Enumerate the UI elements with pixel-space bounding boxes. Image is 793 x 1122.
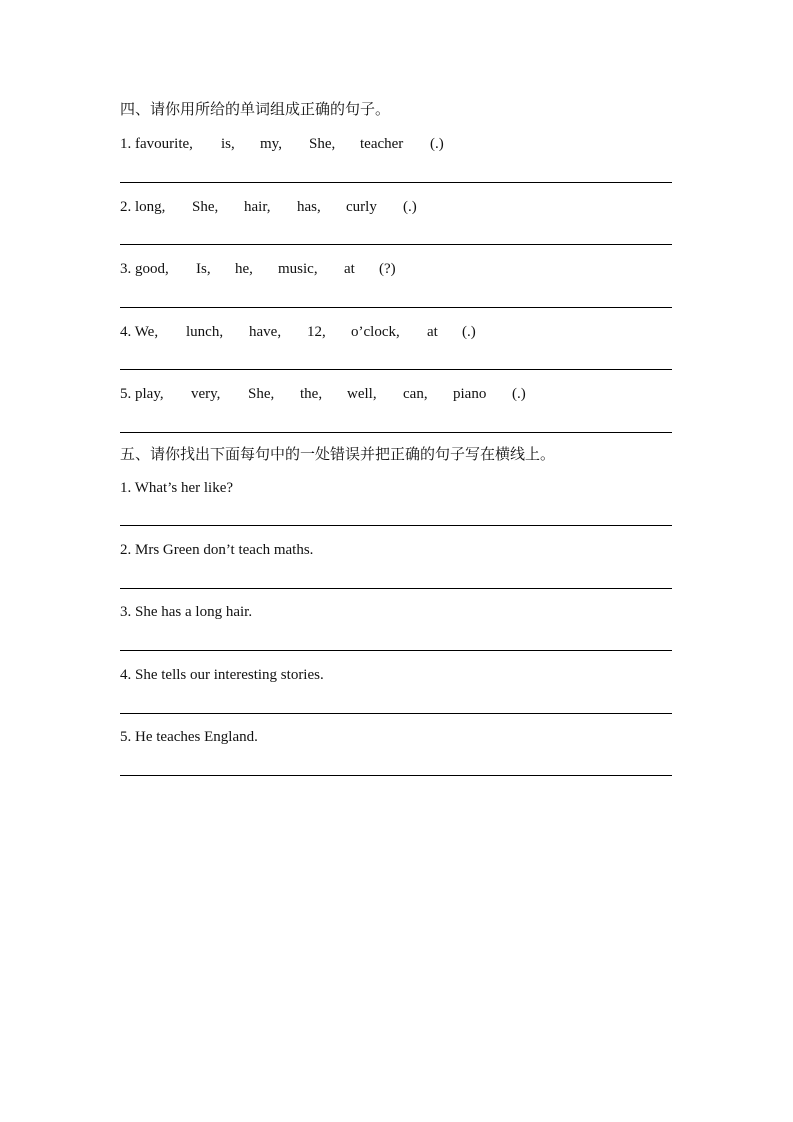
word-token: She,: [248, 386, 275, 402]
s5-question-2: 2. Mrs Green don’t teach maths.: [120, 542, 314, 558]
s5-answer-line-4[interactable]: [120, 713, 672, 714]
word-token: piano: [453, 386, 487, 402]
s4-answer-line-2[interactable]: [120, 244, 672, 245]
word-token: (.): [462, 324, 476, 340]
s5-answer-line-5[interactable]: [120, 775, 672, 776]
word-token: Is,: [196, 261, 211, 277]
word-token: 3. good,: [120, 261, 169, 277]
word-token: hair,: [244, 199, 271, 215]
word-token: have,: [249, 324, 282, 340]
word-token: curly: [346, 199, 377, 215]
word-token: She,: [309, 136, 336, 152]
word-token: 5. play,: [120, 386, 164, 402]
word-token: (.): [430, 136, 444, 152]
word-token: music,: [278, 261, 318, 277]
word-token: She,: [192, 199, 219, 215]
word-token: at: [344, 261, 355, 277]
section-4-heading: 四、请你用所给的单词组成正确的句子。: [120, 102, 391, 118]
s5-question-1: 1. What’s her like?: [120, 480, 234, 496]
word-token: o’clock,: [351, 324, 400, 340]
word-token: (.): [403, 199, 417, 215]
s5-answer-line-3[interactable]: [120, 650, 672, 651]
s4-answer-line-3[interactable]: [120, 307, 672, 308]
word-token: he,: [235, 261, 253, 277]
word-token: can,: [403, 386, 428, 402]
word-token: well,: [347, 386, 377, 402]
s4-answer-line-1[interactable]: [120, 182, 672, 183]
s5-answer-line-1[interactable]: [120, 525, 672, 526]
word-token: my,: [260, 136, 282, 152]
word-token: very,: [191, 386, 221, 402]
s5-answer-line-2[interactable]: [120, 588, 672, 589]
word-token: has,: [297, 199, 321, 215]
word-token: (.): [512, 386, 526, 402]
s5-question-4: 4. She tells our interesting stories.: [120, 667, 324, 683]
section-5-heading: 五、请你找出下面每句中的一处错误并把正确的句子写在横线上。: [120, 447, 556, 463]
s4-answer-line-4[interactable]: [120, 369, 672, 370]
word-token: is,: [221, 136, 235, 152]
s5-question-3: 3. She has a long hair.: [120, 604, 253, 620]
s4-answer-line-5[interactable]: [120, 432, 672, 433]
word-token: (?): [379, 261, 396, 277]
word-token: 4. We,: [120, 324, 159, 340]
word-token: 1. favourite,: [120, 136, 193, 152]
s5-question-5: 5. He teaches England.: [120, 729, 258, 745]
word-token: lunch,: [186, 324, 224, 340]
word-token: 12,: [307, 324, 326, 340]
word-token: teacher: [360, 136, 404, 152]
word-token: at: [427, 324, 438, 340]
word-token: the,: [300, 386, 323, 402]
word-token: 2. long,: [120, 199, 166, 215]
